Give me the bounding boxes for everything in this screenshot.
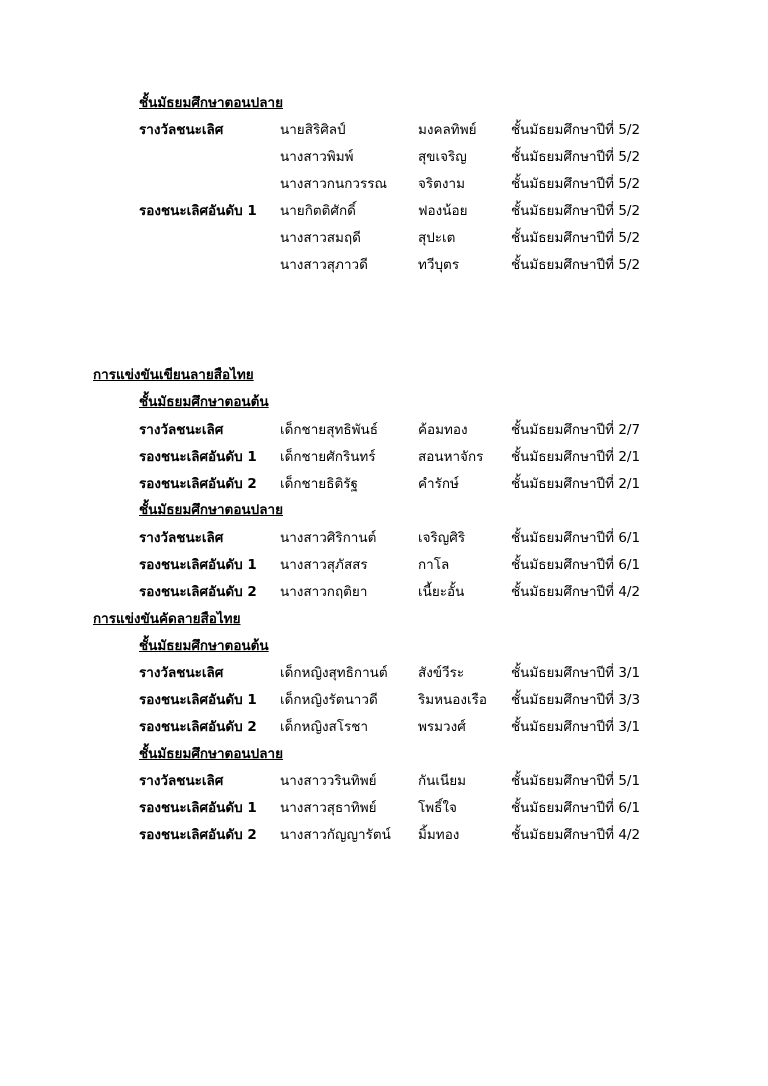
last-name: สังข์วีระ [418, 665, 465, 681]
class-level: ชั้นมัธยมศึกษาปีที่ 3/1 [511, 719, 641, 735]
level-title: ชั้นมัธยมศึกษาตอนปลาย [139, 502, 283, 518]
level-title: ชั้นมัธยมศึกษาตอนปลาย [139, 746, 283, 762]
first-name: นางสาววรินทิพย์ [280, 773, 377, 789]
result-row [0, 444, 768, 471]
class-level: ชั้นมัธยมศึกษาปีที่ 5/2 [511, 149, 641, 165]
award-label: รางวัลชนะเลิศ [139, 773, 224, 789]
first-name: นางสาวสุภัสสร [280, 557, 368, 573]
class-level: ชั้นมัธยมศึกษาปีที่ 5/1 [511, 773, 641, 789]
result-row [0, 579, 768, 606]
level-heading [0, 90, 768, 117]
first-name: นางสาวพิมพ์ [280, 149, 354, 165]
class-level: ชั้นมัธยมศึกษาปีที่ 2/1 [511, 476, 641, 492]
result-row [0, 252, 768, 279]
award-label: รองชนะเลิศอันดับ 1 [139, 800, 257, 816]
result-row [0, 117, 768, 144]
last-name: กันเนียม [418, 773, 467, 789]
level-heading [0, 633, 768, 660]
level-title: ชั้นมัธยมศึกษาตอนต้น [139, 394, 269, 410]
class-level: ชั้นมัธยมศึกษาปีที่ 5/2 [511, 203, 641, 219]
first-name: นางสาวศิริกานต์ [280, 530, 377, 546]
first-name: นางสาวกฤติยา [280, 584, 368, 600]
class-level: ชั้นมัธยมศึกษาปีที่ 3/3 [511, 692, 641, 708]
result-row [0, 687, 768, 714]
result-row [0, 525, 768, 552]
result-row [0, 795, 768, 822]
award-label: รองชนะเลิศอันดับ 2 [139, 719, 257, 735]
last-name: ฟองน้อย [418, 203, 468, 219]
class-level: ชั้นมัธยมศึกษาปีที่ 5/2 [511, 176, 641, 192]
award-label: รางวัลชนะเลิศ [139, 530, 224, 546]
first-name: เด็กชายศักรินทร์ [280, 449, 376, 465]
result-row [0, 660, 768, 687]
first-name: นางสาวกนกวรรณ [280, 176, 387, 192]
first-name: นางสาวสุธาทิพย์ [280, 800, 377, 816]
first-name: เด็กชายสุทธิพันธ์ [280, 422, 378, 438]
result-row [0, 822, 768, 849]
last-name: เจริญศิริ [418, 530, 466, 546]
first-name: เด็กหญิงสโรชา [280, 719, 369, 735]
result-row [0, 144, 768, 171]
first-name: นายกิตติศักดิ์ [280, 203, 356, 219]
level-heading [0, 389, 768, 416]
first-name: นางสาวสมฤดี [280, 230, 361, 246]
level-title: ชั้นมัธยมศึกษาตอนต้น [139, 638, 269, 654]
level-heading [0, 497, 768, 524]
last-name: ริมหนองเรือ [418, 692, 487, 708]
last-name: สอนหาจักร [418, 449, 484, 465]
last-name: โพธิ์ใจ [418, 800, 457, 816]
competition-heading [0, 362, 768, 389]
class-level: ชั้นมัธยมศึกษาปีที่ 5/2 [511, 230, 641, 246]
award-label: รองชนะเลิศอันดับ 1 [139, 557, 257, 573]
last-name: สุขเจริญ [418, 149, 467, 165]
first-name: นางสาวกัญญารัตน์ [280, 827, 391, 843]
first-name: นายสิริศิลป์ [280, 122, 346, 138]
last-name: ทวีบุตร [418, 257, 460, 273]
class-level: ชั้นมัธยมศึกษาปีที่ 2/7 [511, 422, 641, 438]
last-name: มิ้มทอง [418, 827, 460, 843]
class-level: ชั้นมัธยมศึกษาปีที่ 4/2 [511, 827, 641, 843]
award-label: รางวัลชนะเลิศ [139, 122, 224, 138]
last-name: กาโล [418, 557, 450, 573]
last-name: ค้อมทอง [418, 422, 468, 438]
class-level: ชั้นมัธยมศึกษาปีที่ 5/2 [511, 257, 641, 273]
class-level: ชั้นมัธยมศึกษาปีที่ 6/1 [511, 530, 641, 546]
first-name: เด็กหญิงรัตนาวดี [280, 692, 378, 708]
result-row [0, 417, 768, 444]
last-name: คำรักษ์ [418, 476, 459, 492]
first-name: นางสาวสุภาวดี [280, 257, 368, 273]
award-label: รองชนะเลิศอันดับ 1 [139, 692, 257, 708]
competition-title: การแข่งขันเขียนลายสือไทย [93, 367, 254, 383]
result-row [0, 198, 768, 225]
last-name: จริตงาม [418, 176, 465, 192]
result-row [0, 552, 768, 579]
award-label: รางวัลชนะเลิศ [139, 665, 224, 681]
class-level: ชั้นมัธยมศึกษาปีที่ 2/1 [511, 449, 641, 465]
level-heading [0, 741, 768, 768]
award-label: รางวัลชนะเลิศ [139, 422, 224, 438]
class-level: ชั้นมัธยมศึกษาปีที่ 5/2 [511, 122, 641, 138]
last-name: สุปะเต [418, 230, 456, 246]
class-level: ชั้นมัธยมศึกษาปีที่ 4/2 [511, 584, 641, 600]
level-title: ชั้นมัธยมศึกษาตอนปลาย [139, 95, 283, 111]
class-level: ชั้นมัธยมศึกษาปีที่ 3/1 [511, 665, 641, 681]
class-level: ชั้นมัธยมศึกษาปีที่ 6/1 [511, 557, 641, 573]
last-name: พรมวงศ์ [418, 719, 466, 735]
result-row [0, 471, 768, 498]
award-label: รองชนะเลิศอันดับ 2 [139, 827, 257, 843]
award-label: รองชนะเลิศอันดับ 1 [139, 449, 257, 465]
last-name: เนี้ยะอั้น [418, 584, 465, 600]
result-row [0, 768, 768, 795]
first-name: เด็กชายธิติรัฐ [280, 476, 358, 492]
result-row [0, 171, 768, 198]
award-label: รองชนะเลิศอันดับ 2 [139, 584, 257, 600]
competition-title: การแข่งขันคัดลายสือไทย [93, 611, 241, 627]
result-row [0, 225, 768, 252]
award-label: รองชนะเลิศอันดับ 1 [139, 203, 257, 219]
award-label: รองชนะเลิศอันดับ 2 [139, 476, 257, 492]
competition-heading [0, 606, 768, 633]
last-name: มงคลทิพย์ [418, 122, 477, 138]
class-level: ชั้นมัธยมศึกษาปีที่ 6/1 [511, 800, 641, 816]
first-name: เด็กหญิงสุทธิกานต์ [280, 665, 388, 681]
result-row [0, 714, 768, 741]
